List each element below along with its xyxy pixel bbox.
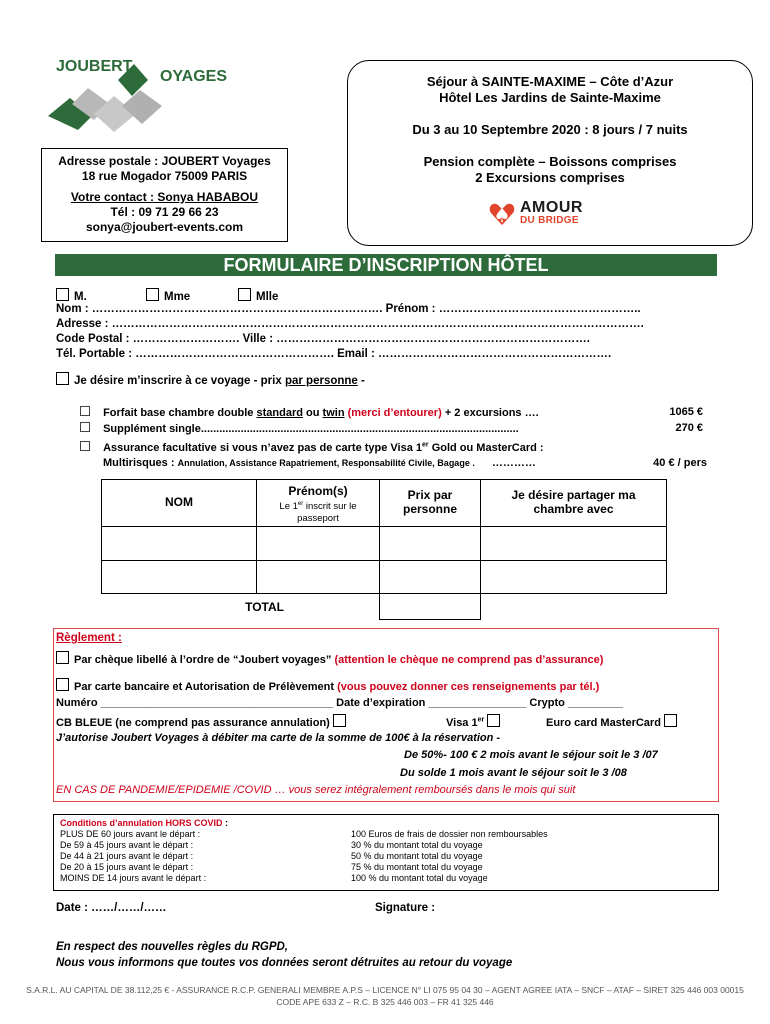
- multirisques-dots: …………: [491, 457, 536, 469]
- header-prenom-sub: [258, 498, 378, 525]
- forfait-ou: ou: [306, 407, 320, 419]
- rgpd-line-2: Nous vous informons que toutes vos données seront détruites au retour du voyage: [56, 957, 513, 969]
- carte-label: Par carte bancaire et Autorisation de Prélèvement: [74, 681, 335, 693]
- header-prenom-label: Prénom(s): [288, 484, 348, 498]
- header-prix-label: Prix par personne: [402, 488, 457, 516]
- inscription-checkbox-row[interactable]: [56, 372, 365, 387]
- header-prenom-sub-sup: er: [297, 501, 304, 507]
- pandemic-notice: EN CAS DE PANDEMIE/EPIDEMIE /COVID … vous serez intégralement remboursés dans le mois qui suit: [56, 784, 576, 796]
- header-nom: [102, 480, 257, 527]
- footer-legal-2: CODE APE 633 Z – R.C. B 325 446 003 – FR 41 325 446: [276, 997, 494, 1007]
- payment-title: Règlement :: [56, 632, 122, 644]
- inscription-underlined: par personne: [284, 375, 358, 387]
- assurance-sup: er: [422, 441, 429, 449]
- condition-fee: 30 % du montant total du voyage: [351, 840, 483, 850]
- visa-sup: er: [477, 716, 485, 724]
- header-prenom-sub-post: inscrit sur le passeport: [297, 501, 357, 525]
- inscription-label: Je désire m’inscrire à ce voyage - prix: [74, 375, 282, 387]
- contact-email[interactable]: sonya@joubert-events.com: [85, 220, 244, 234]
- civility-mlle[interactable]: [238, 288, 278, 303]
- condition-period: De 44 à 21 jours avant le départ :: [60, 851, 194, 861]
- forfait-entourer: (merci d’entourer): [347, 407, 442, 419]
- partner-logo-amour: AMOUR: [520, 199, 583, 216]
- date-field[interactable]: Date : ……/……/……: [56, 902, 167, 914]
- cheque-option[interactable]: [56, 651, 603, 666]
- forfait-standard: standard: [256, 407, 303, 419]
- header-prix: [380, 480, 481, 527]
- condition-fee: 100 Euros de frais de dossier non remboursables: [351, 829, 548, 839]
- partner-logo: [488, 199, 618, 229]
- table-row[interactable]: [102, 561, 667, 594]
- conditions-fees: [351, 829, 548, 884]
- civility-row: [56, 288, 87, 303]
- total-label-cell: [102, 594, 380, 620]
- conditions-title-row: [60, 818, 228, 829]
- conditions-title-suffix: :: [222, 818, 228, 828]
- supplement-label: Supplément single........................................................................................................: [103, 423, 519, 435]
- trip-destination: Séjour à SAINTE-MAXIME – Côte d’Azur: [426, 74, 674, 89]
- trip-excursions: 2 Excursions comprises: [475, 170, 625, 185]
- table-cell[interactable]: [102, 561, 257, 594]
- table-cell[interactable]: [380, 527, 481, 561]
- table-row[interactable]: [102, 527, 667, 561]
- checkbox-m[interactable]: [56, 288, 69, 301]
- multirisques-label: Multirisques :: [103, 457, 175, 469]
- cheque-warning: (attention le chèque ne comprend pas d’assurance): [334, 654, 604, 666]
- signature-field[interactable]: Signature :: [375, 902, 436, 914]
- visa-option[interactable]: [446, 714, 505, 729]
- table-cell[interactable]: [257, 561, 380, 594]
- table-cell[interactable]: [380, 561, 481, 594]
- rgpd-line-1: En respect des nouvelles règles du RGPD,: [56, 941, 288, 953]
- logo-text-voyages: OYAGES: [160, 68, 227, 85]
- cb-bleue-option[interactable]: [56, 714, 351, 729]
- checkbox-visa[interactable]: [487, 714, 500, 727]
- card-number-field[interactable]: Numéro ______________________________________ Date d’expiration ________________ Crypto _________: [56, 697, 623, 709]
- checkbox-carte[interactable]: [56, 678, 69, 691]
- trip-hotel: Hôtel Les Jardins de Sainte-Maxime: [439, 90, 661, 105]
- header-partage: [481, 480, 667, 527]
- nom-prenom-field[interactable]: Nom : …………………………………………………………………. Prénom : ……………………………………………..: [56, 303, 641, 315]
- tel-email-field[interactable]: Tél. Portable : ……………………………………………. Email : …………………………………………………….: [56, 348, 612, 360]
- conditions-periods: [60, 829, 206, 884]
- condition-fee: 100 % du montant total du voyage: [351, 873, 488, 883]
- postal-address-label: Adresse postale : JOUBERT Voyages: [58, 154, 271, 168]
- checkbox-assurance[interactable]: [80, 441, 90, 451]
- header-nom-label: NOM: [165, 495, 193, 509]
- conditions-title: Conditions d’annulation HORS COVID: [60, 818, 223, 828]
- forfait-twin: twin: [322, 407, 345, 419]
- checkbox-mlle[interactable]: [238, 288, 251, 301]
- checkbox-mme[interactable]: [146, 288, 159, 301]
- header-prenom: [257, 480, 380, 527]
- total-value-cell[interactable]: [380, 594, 481, 620]
- participants-table: [101, 479, 667, 620]
- civility-mme[interactable]: [146, 288, 190, 303]
- assurance-price: 40 € / pers: [653, 457, 707, 469]
- condition-period: De 20 à 15 jours avant le départ :: [60, 862, 194, 872]
- assurance-row[interactable]: [80, 441, 544, 454]
- civility-mme-label: Mme: [164, 291, 191, 303]
- header-partage-label: Je désire partager ma chambre avec: [511, 488, 636, 516]
- logo-text-joubert: JOUBERT: [56, 58, 133, 75]
- supplement-row[interactable]: [80, 422, 519, 435]
- trip-pension: Pension complète – Boissons comprises: [423, 154, 677, 169]
- code-postal-ville-field[interactable]: Code Postal : ………………………. Ville : ……………………………………………………………………….: [56, 333, 590, 345]
- carte-option[interactable]: [56, 678, 599, 693]
- condition-period: MOINS DE 14 jours avant le départ :: [60, 873, 207, 883]
- forfait-price: 1065 €: [669, 406, 703, 418]
- multirisques-row: [103, 457, 536, 469]
- cancellation-conditions-box: [53, 814, 719, 891]
- checkbox-supplement[interactable]: [80, 422, 90, 432]
- inscription-dash: -: [361, 375, 365, 387]
- checkbox-eurocard[interactable]: [664, 714, 677, 727]
- contact-address-box: [41, 148, 288, 242]
- deposit-text: De 50%- 100 € 2 mois avant le séjour soit le 3 /07: [404, 749, 658, 761]
- table-cell[interactable]: [481, 561, 667, 594]
- civility-m[interactable]: [56, 291, 87, 303]
- condition-period: De 59 à 45 jours avant le départ :: [60, 840, 194, 850]
- trip-info-box: [347, 60, 753, 246]
- table-cell[interactable]: [257, 527, 380, 561]
- carte-note: (vous pouvez donner ces renseignements par tél.): [337, 681, 600, 693]
- heart-spade-icon: [488, 201, 516, 227]
- condition-period: PLUS DE 60 jours avant le départ :: [60, 829, 201, 839]
- total-label: TOTAL: [245, 599, 284, 614]
- civility-m-label: M.: [74, 291, 87, 303]
- footer-legal-1: S.A.R.L. AU CAPITAL DE 38.112,25 € - ASSURANCE R.C.P. GENERALI MEMBRE A.P.S – LICENCE N° LI 075 95 04 30 – AGENT AGREE IATA – SNCF – ATAF – SIRET 325 446 003 00015: [26, 985, 744, 995]
- multirisques-detail: Annulation, Assistance Rapatriement, Responsabilité Civile, Bagage .: [177, 458, 475, 468]
- forfait-label: Forfait base chambre double: [103, 407, 254, 419]
- checkbox-cheque[interactable]: [56, 651, 69, 664]
- balance-text: Du solde 1 mois avant le séjour soit le 3 /08: [400, 767, 627, 779]
- postal-address-street: 18 rue Mogador 75009 PARIS: [81, 169, 248, 183]
- checkbox-forfait[interactable]: [80, 406, 90, 416]
- header-prenom-sub-pre: Le 1: [279, 501, 298, 513]
- authorization-text: J’autorise Joubert Voyages à débiter ma carte de la somme de 100€ à la réservation -: [56, 732, 501, 744]
- form-title-banner: FORMULAIRE D’INSCRIPTION HÔTEL: [55, 254, 717, 276]
- eurocard-label: Euro card MasterCard: [546, 717, 661, 729]
- forfait-row[interactable]: [80, 406, 539, 419]
- table-cell[interactable]: [102, 527, 257, 561]
- table-total-row: [102, 594, 667, 620]
- assurance-label: Assurance facultative si vous n’avez pas de carte type Visa 1: [103, 442, 423, 454]
- forfait-excursions: + 2 excursions ….: [444, 407, 539, 419]
- partner-logo-bridge: DU BRIDGE: [520, 215, 579, 226]
- cb-bleue-label: CB BLEUE (ne comprend pas assurance annulation): [56, 717, 330, 729]
- eurocard-option[interactable]: [546, 714, 682, 729]
- cheque-label: Par chèque libellé à l’ordre de “Joubert voyages”: [74, 654, 332, 666]
- condition-fee: 50 % du montant total du voyage: [351, 851, 483, 861]
- assurance-label-end: Gold ou MasterCard :: [431, 442, 544, 454]
- contact-name: Votre contact : Sonya HABABOU: [70, 190, 259, 204]
- contact-phone: Tél : 09 71 29 66 23: [110, 205, 219, 219]
- visa-label: Visa 1: [446, 717, 478, 729]
- company-logo: [48, 58, 248, 138]
- checkbox-inscription[interactable]: [56, 372, 69, 385]
- trip-dates: Du 3 au 10 Septembre 2020 : 8 jours / 7 nuits: [412, 122, 688, 137]
- adresse-field[interactable]: Adresse : ………………………………………………………………………………………………………………………….: [56, 318, 644, 330]
- table-cell[interactable]: [481, 527, 667, 561]
- civility-mlle-label: Mlle: [256, 291, 279, 303]
- checkbox-cb-bleue[interactable]: [333, 714, 346, 727]
- total-empty-cell: [481, 594, 667, 620]
- supplement-price: 270 €: [675, 422, 703, 434]
- condition-fee: 75 % du montant total du voyage: [351, 862, 483, 872]
